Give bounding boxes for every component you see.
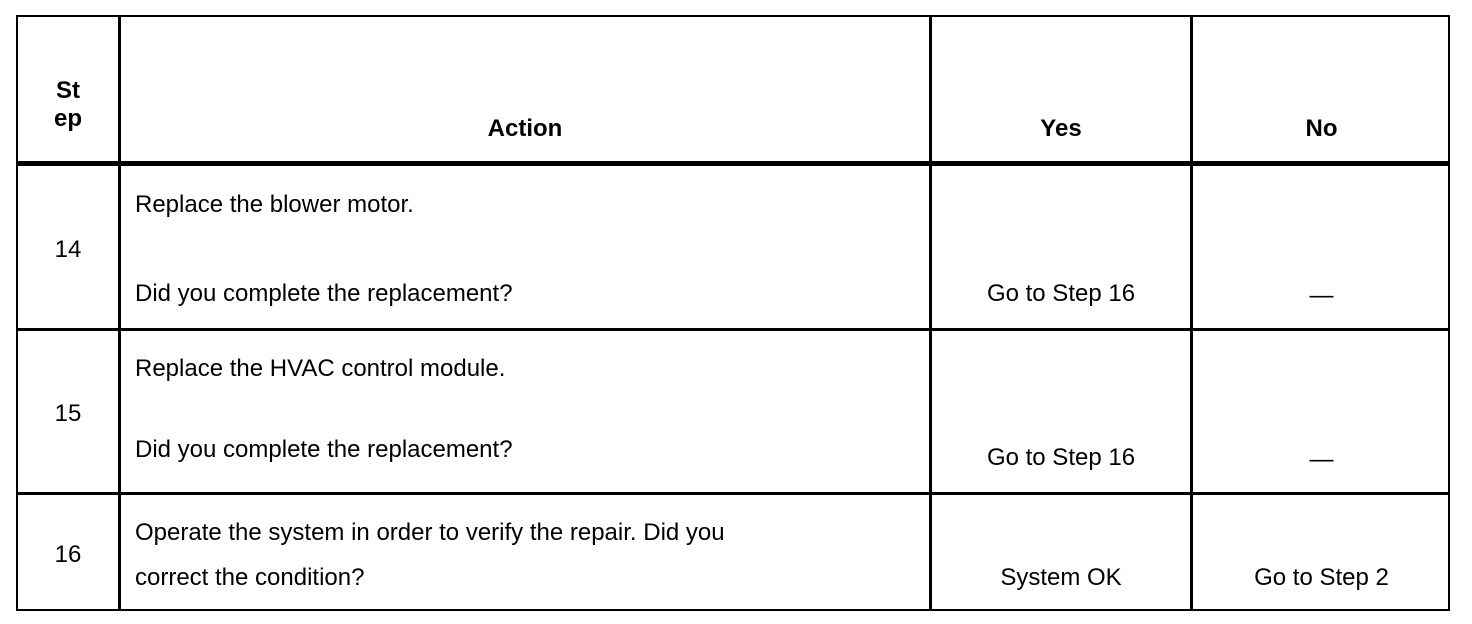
action-question: Did you complete the replacement? (135, 436, 513, 463)
header-no: No (1305, 115, 1338, 142)
action-question: Did you complete the replacement? (135, 280, 513, 307)
header-yes: Yes (1040, 115, 1082, 142)
no-result: — (1309, 446, 1334, 473)
header-step-line2: ep (53, 105, 82, 132)
yes-result: Go to Step 16 (986, 444, 1136, 471)
column-divider (929, 17, 932, 609)
step-number: 14 (54, 236, 82, 263)
yes-result: Go to Step 16 (986, 280, 1136, 307)
no-result: Go to Step 2 (1254, 564, 1389, 591)
step-number: 16 (54, 541, 82, 568)
action-question: correct the condition? (135, 564, 365, 591)
column-divider (118, 17, 121, 609)
diagnostic-table (16, 15, 1450, 611)
header-action: Action (487, 115, 563, 142)
row-divider (18, 492, 1448, 495)
row-divider (18, 328, 1448, 331)
action-text: Operate the system in order to verify the repair. Did you (135, 519, 725, 546)
action-text: Replace the blower motor. (135, 191, 414, 218)
header-step (18, 77, 118, 133)
action-text: Replace the HVAC control module. (135, 355, 506, 382)
yes-result: System OK (1000, 564, 1122, 591)
column-divider (1190, 17, 1193, 609)
no-result: — (1309, 282, 1334, 309)
header-divider (18, 161, 1448, 166)
header-step-line1: St (56, 77, 80, 104)
step-number: 15 (54, 400, 82, 427)
